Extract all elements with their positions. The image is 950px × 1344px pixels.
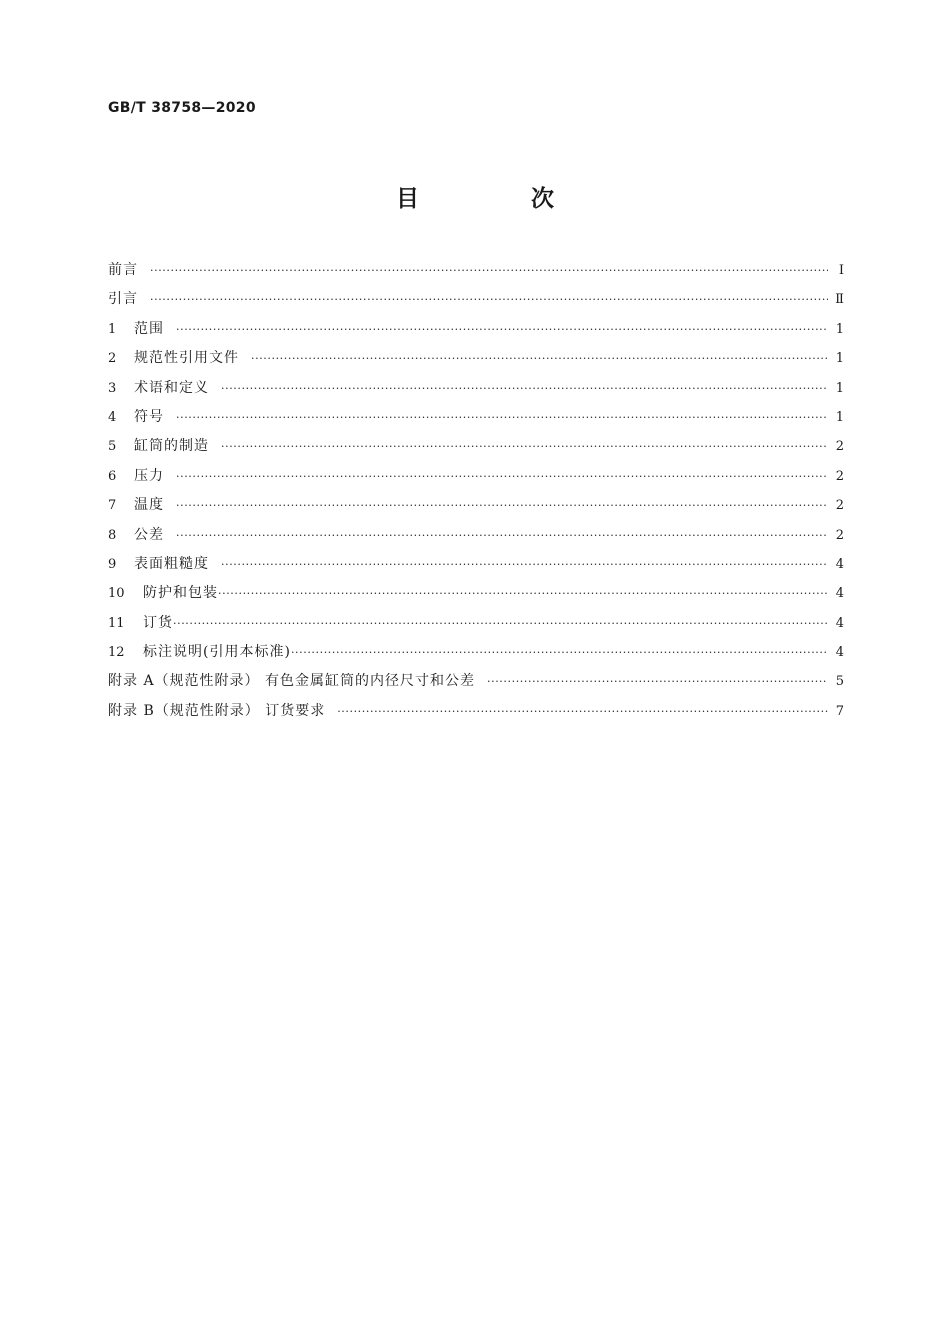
toc-entry-page: 2 xyxy=(835,527,844,543)
leader-dots xyxy=(176,491,828,520)
toc-entry-number: 1 xyxy=(108,321,117,337)
leader-dots xyxy=(150,256,828,285)
toc-entry-8[interactable] xyxy=(108,521,844,550)
leader-dots xyxy=(251,344,828,373)
leader-dots xyxy=(218,579,828,608)
toc-entry-page: 4 xyxy=(835,645,844,661)
toc-entry-3[interactable] xyxy=(108,374,844,403)
toc-entry-number: 4 xyxy=(108,409,117,425)
toc-entry-page: 2 xyxy=(835,439,844,455)
toc-entry-7[interactable] xyxy=(108,491,844,520)
leader-dots xyxy=(221,550,828,579)
leader-dots xyxy=(221,432,828,461)
toc-entry-page: Ⅰ xyxy=(838,263,844,278)
toc-entry-label: 范围 xyxy=(134,320,164,337)
standard-code: GB/T 38758—2020 xyxy=(108,100,256,116)
toc-entry-page: 1 xyxy=(835,351,844,367)
toc-entry-page: 2 xyxy=(835,498,844,514)
leader-dots xyxy=(337,697,828,726)
toc-entry-11[interactable] xyxy=(108,609,844,638)
toc-entry-label: 规范性引用文件 xyxy=(134,350,239,367)
toc-entry-label: 附录 A（规范性附录） 有色金属缸筒的内径尺寸和公差 xyxy=(108,673,476,690)
toc-entry-foreword[interactable] xyxy=(108,256,844,285)
toc-entry-5[interactable] xyxy=(108,432,844,461)
toc-entry-label: 标注说明(引用本标准) xyxy=(143,644,291,661)
table-of-contents xyxy=(108,256,844,726)
toc-entry-label: 引言 xyxy=(108,291,138,308)
toc-entry-label: 缸筒的制造 xyxy=(134,438,209,455)
toc-entry-page: Ⅱ xyxy=(835,292,844,308)
toc-entry-number: 6 xyxy=(108,468,117,484)
toc-entry-page: 1 xyxy=(835,321,844,337)
toc-entry-number: 10 xyxy=(108,586,125,602)
toc-entry-4[interactable] xyxy=(108,403,844,432)
toc-entry-page: 1 xyxy=(835,409,844,425)
leader-dots xyxy=(291,638,828,667)
leader-dots xyxy=(176,403,828,432)
toc-entry-annex-a[interactable] xyxy=(108,667,844,696)
toc-entry-annex-b[interactable] xyxy=(108,697,844,726)
toc-entry-number: 2 xyxy=(108,351,117,367)
toc-entry-label: 公差 xyxy=(134,526,164,543)
toc-entry-number: 9 xyxy=(108,556,117,572)
toc-entry-page: 5 xyxy=(835,674,844,690)
toc-entry-number: 7 xyxy=(108,498,117,514)
toc-entry-number: 8 xyxy=(108,527,117,543)
page-title: 目 次 xyxy=(395,186,606,212)
toc-entry-label: 前言 xyxy=(108,262,138,278)
toc-entry-9[interactable] xyxy=(108,550,844,579)
leader-dots xyxy=(221,374,828,403)
toc-entry-label: 防护和包装 xyxy=(143,585,218,602)
toc-entry-label: 附录 B（规范性附录） 订货要求 xyxy=(108,702,326,719)
toc-entry-10[interactable] xyxy=(108,579,844,608)
leader-dots xyxy=(173,609,828,638)
leader-dots xyxy=(487,667,828,696)
toc-entry-page: 7 xyxy=(835,703,844,719)
toc-entry-number: 12 xyxy=(108,645,125,661)
toc-entry-introduction[interactable] xyxy=(108,285,844,314)
toc-entry-page: 4 xyxy=(835,556,844,572)
toc-entry-6[interactable] xyxy=(108,462,844,491)
toc-entry-2[interactable] xyxy=(108,344,844,373)
toc-entry-page: 2 xyxy=(835,468,844,484)
toc-entry-number: 11 xyxy=(108,615,125,631)
toc-entry-label: 压力 xyxy=(134,467,164,484)
toc-entry-label: 表面粗糙度 xyxy=(134,555,209,572)
toc-entry-page: 4 xyxy=(835,615,844,631)
toc-entry-label: 订货 xyxy=(143,614,173,631)
toc-entry-label: 温度 xyxy=(134,497,164,514)
toc-entry-number: 3 xyxy=(108,380,117,396)
toc-entry-page: 4 xyxy=(835,586,844,602)
toc-entry-1[interactable] xyxy=(108,315,844,344)
leader-dots xyxy=(176,462,828,491)
toc-entry-label: 符号 xyxy=(134,408,164,425)
leader-dots xyxy=(176,315,828,344)
toc-entry-number: 5 xyxy=(108,439,117,455)
toc-entry-label: 术语和定义 xyxy=(134,379,209,396)
toc-entry-page: 1 xyxy=(835,380,844,396)
toc-entry-12[interactable] xyxy=(108,638,844,667)
leader-dots xyxy=(176,521,828,550)
leader-dots xyxy=(150,285,828,314)
